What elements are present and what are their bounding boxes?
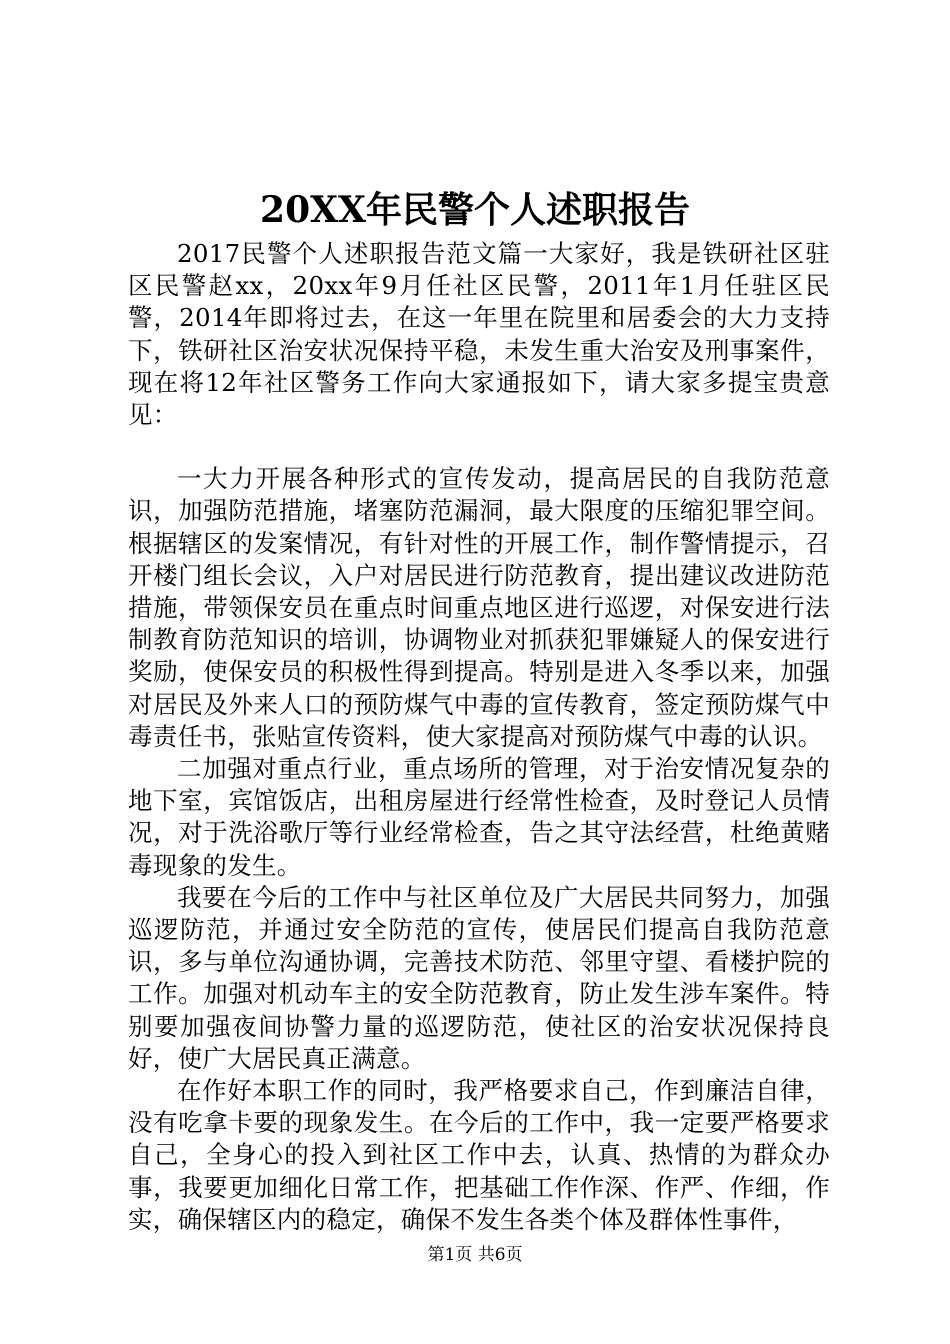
paragraph-publicity: 一大力开展各种形式的宣传发动，提高居民的自我防范意识，加强防范措施，堵塞防范漏洞，最大限度的压缩犯罪空间。根据辖区的发案情况，有针对性的开展工作，制作警情提示，召开楼门组长会议，入户对居民进行防范教育，提出建议改进防范措施，带领保安员在重点时间重点地区进行巡逻，对保安进行法制教育防范知识的培训，协调物业对抓获犯罪嫌疑人的保安进行奖励，使保安员的积极性得到提高。特别是进入冬季以来，加强对居民及外来人口的预防煤气中毒的宣传教育，签定预防煤气中毒责任书，张贴宣传资料，使大家提高对预防煤气中毒的认识。 <box>128 464 830 751</box>
page-indicator: 第1页 共6页 <box>427 1245 523 1265</box>
page-footer <box>0 1244 950 1266</box>
paragraph-intro: 2017民警个人述职报告范文篇一大家好，我是铁研社区驻区民警赵xx，20xx年9月任社区民警，2011年1月任驻区民警，2014年即将过去，在这一年里在院里和居委会的大力支持下，铁研社区治安状况保持平稳，未发生重大治安及刑事案件，现在将12年社区警务工作向大家通报如下，请大家多提宝贵意见： <box>128 239 830 430</box>
paragraph-future-work: 我要在今后的工作中与社区单位及广大居民共同努力，加强巡逻防范，并通过安全防范的宣传，使居民们提高自我防范意识，多与单位沟通协调，完善技术防范、邻里守望、看楼护院的工作。加强对机动车主的安全防范教育，防止发生涉车案件。特别要加强夜间协警力量的巡逻防范，使社区的治安状况保持良好，使广大居民真正满意。 <box>128 882 830 1073</box>
document-body <box>128 238 830 1236</box>
paragraph-key-industries: 二加强对重点行业，重点场所的管理，对于治安情况复杂的地下室，宾馆饭店，出租房屋进行经常性检查，及时登记人员情况，对于洗浴歌厅等行业经常检查，告之其守法经营，杜绝黄赌毒现象的发生。 <box>128 754 830 880</box>
document-title: 20XX年民警个人述职报告 <box>260 189 690 231</box>
paragraph-self-discipline: 在作好本职工作的同时，我严格要求自己，作到廉洁自律，没有吃拿卡要的现象发生。在今后的工作中，我一定要严格要求自己，全身心的投入到社区工作中去，认真、热情的为群众办事，我要更加细化日常工作，把基础工作作深、作严、作细，作实，确保辖区内的稳定，确保不发生各类个体及群体性事件， <box>128 1076 830 1234</box>
